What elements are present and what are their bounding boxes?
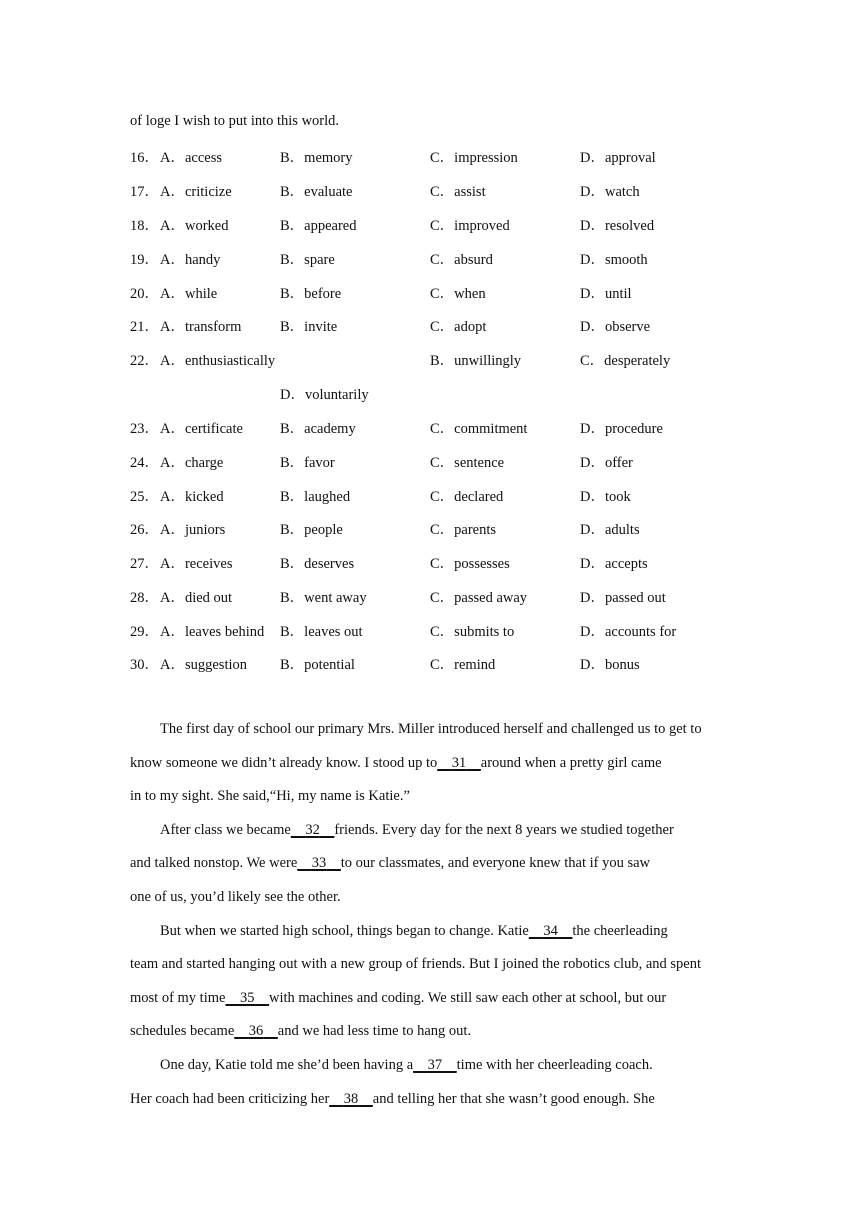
question-row (0, 653, 860, 677)
question-number: 18． (130, 218, 159, 234)
passage-line: team and started hanging out with a new group of friends. But I joined the robotics club, and spent (130, 956, 702, 973)
option-b: B．leaves out (280, 624, 363, 640)
question-row (0, 180, 860, 204)
question-number: 22． (130, 353, 159, 369)
question-row-22 (0, 349, 860, 373)
passage (130, 713, 730, 1116)
option-b: B．spare (280, 252, 335, 268)
question-number: 28． (130, 590, 159, 606)
option-c: C．passed away (430, 590, 528, 606)
option-c: C．adopt (430, 319, 487, 335)
question-number: 21． (130, 319, 159, 335)
blank-32: 32 (305, 821, 320, 838)
option-b: B．potential (280, 657, 355, 673)
option-c: C．remind (430, 657, 496, 673)
intro-line: of loge I wish to put into this world. (130, 113, 340, 129)
option-d: D．resolved (580, 218, 655, 234)
passage-line: in to my sight. She said,“Hi, my name is Katie.” (130, 788, 410, 805)
question-row (0, 620, 860, 644)
option-a: A．died out (160, 590, 233, 606)
option-d: D．accounts for (580, 624, 677, 640)
question-row (0, 248, 860, 272)
passage-line: schedules became 36 and we had less time to hang out. (130, 1015, 730, 1049)
option-b: B．laughed (280, 489, 351, 505)
question-number: 24． (130, 455, 159, 471)
question-number: 17． (130, 184, 159, 200)
option-a: A．suggestion (160, 657, 247, 673)
passage-line: But when we started high school, things began to change. Katie 34 the cheerleading (130, 915, 730, 949)
question-number: 23． (130, 421, 159, 437)
blank-31: 31 (451, 754, 467, 771)
option-d: D．smooth (580, 252, 648, 268)
option-c: C．when (430, 286, 486, 302)
question-number: 16． (130, 150, 159, 166)
option-a: A．handy (160, 252, 221, 268)
option-d: D．procedure (580, 421, 663, 437)
question-number: 30． (130, 657, 159, 673)
option-c: C．parents (430, 522, 497, 538)
question-number: 29． (130, 624, 159, 640)
passage-line: One day, Katie told me she’d been having a 37 time with her cheerleading coach. (130, 1049, 730, 1083)
option-d: D．passed out (580, 590, 666, 606)
option-c: C．commitment (430, 421, 528, 437)
option-a: A．charge (160, 455, 224, 471)
option-c: C．submits to (430, 624, 515, 640)
question-row (0, 146, 860, 170)
option-c: C．declared (430, 489, 504, 505)
option-d: D．watch (580, 184, 640, 200)
option-b: B．invite (280, 319, 338, 335)
option-c: C．improved (430, 218, 510, 234)
blank-36: 36 (248, 1023, 264, 1040)
question-row (0, 518, 860, 542)
option-a: A．certificate (160, 421, 243, 437)
option-d: D．took (580, 489, 631, 505)
option-c: C．assist (430, 184, 486, 200)
question-row-22-cont (0, 383, 860, 407)
option-d: D．approval (580, 150, 656, 166)
option-a: A．juniors (160, 522, 226, 538)
option-b: B．went away (280, 590, 367, 606)
option-b: B．academy (280, 421, 356, 437)
option-c: C．possesses (430, 556, 510, 572)
option-b: B．evaluate (280, 184, 353, 200)
question-row (0, 552, 860, 576)
option-a: A．while (160, 286, 218, 302)
option-d: D．adults (580, 522, 640, 538)
option-b: B．people (280, 522, 343, 538)
option-a: A．transform (160, 319, 242, 335)
question-row (0, 282, 860, 306)
option-a: A．kicked (160, 489, 224, 505)
question-number: 25． (130, 489, 159, 505)
option-d: D．accepts (580, 556, 648, 572)
question-row (0, 315, 860, 339)
option-c: C．absurd (430, 252, 493, 268)
option-c: C．sentence (430, 455, 505, 471)
option-d: D．observe (580, 319, 651, 335)
option-d: D．voluntarily (280, 387, 369, 403)
question-row (0, 417, 860, 441)
passage-line: The first day of school our primary Mrs. Miller introduced herself and challenged us to get to (160, 721, 702, 737)
blank-37: 37 (427, 1056, 443, 1073)
passage-line: After class we became 32 friends. Every day for the next 8 years we studied together (130, 814, 730, 848)
blank-33: 33 (311, 855, 327, 872)
passage-line: Her coach had been criticizing her 38 and telling her that she wasn’t good enough. She (130, 1083, 730, 1117)
blank-35: 35 (239, 989, 255, 1006)
blank-34: 34 (543, 922, 558, 939)
question-row (0, 214, 860, 238)
question-row (0, 586, 860, 610)
option-c: C．desperately (580, 353, 671, 369)
passage-line: and talked nonstop. We were 33 to our classmates, and everyone knew that if you saw (130, 847, 730, 881)
option-a: A．criticize (160, 184, 232, 200)
option-d: D．until (580, 286, 632, 302)
question-row (0, 451, 860, 475)
option-b: B．favor (280, 455, 335, 471)
question-number: 27． (130, 556, 159, 572)
passage-line: most of my time 35 with machines and coding. We still saw each other at school, but our (130, 982, 730, 1016)
option-a: A．leaves behind (160, 624, 265, 640)
option-b: B．appeared (280, 218, 357, 234)
option-b: B．memory (280, 150, 353, 166)
passage-line: one of us, you’d likely see the other. (130, 888, 341, 905)
option-d: D．bonus (580, 657, 640, 673)
option-b: B．unwillingly (430, 353, 522, 369)
passage-line: know someone we didn’t already know. I stood up to 31 around when a pretty girl came (130, 747, 730, 781)
option-c: C．impression (430, 150, 518, 166)
option-b: B．deserves (280, 556, 355, 572)
option-a: A．receives (160, 556, 233, 572)
blank-38: 38 (343, 1090, 359, 1107)
question-row (0, 485, 860, 509)
option-a: A．enthusiastically (160, 353, 276, 369)
option-a: A．worked (160, 218, 229, 234)
question-number: 20． (130, 286, 159, 302)
option-d: D．offer (580, 455, 633, 471)
option-a: A．access (160, 150, 223, 166)
option-b: B．before (280, 286, 342, 302)
question-number: 26． (130, 522, 159, 538)
question-number: 19． (130, 252, 159, 268)
